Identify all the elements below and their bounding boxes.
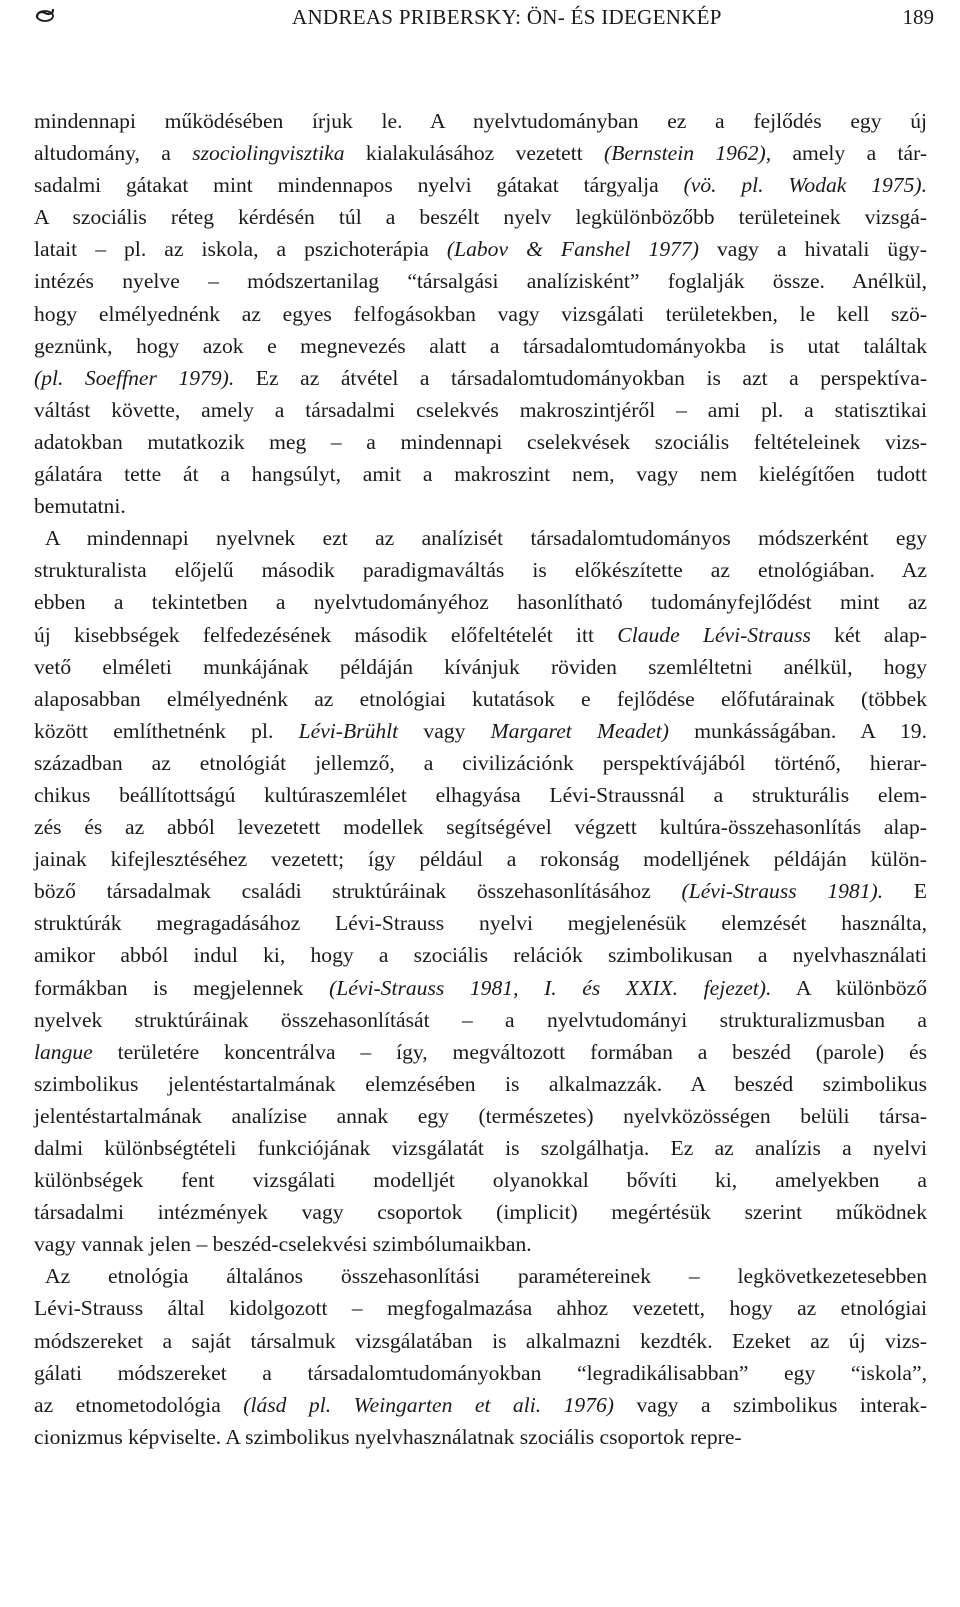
text-line bbox=[34, 265, 927, 297]
text-segment: társadalmi intézmények vagy csoportok (implicit) megértésük szerint működnek bbox=[34, 1200, 927, 1225]
text-line bbox=[34, 1004, 927, 1036]
text-segment: ebben a tekintetben a nyelvtudományéhoz hasonlítható tudományfejlődést mint az bbox=[34, 590, 927, 615]
text-segment: struktúrák megragadásához Lévi-Strauss nyelvi megjelenésük elemzését használta, bbox=[34, 911, 927, 936]
text-line bbox=[34, 715, 927, 747]
running-head: ANDREAS PRIBERSKY: ÖN- ÉS IDEGENKÉP bbox=[292, 5, 722, 29]
ornament-icon bbox=[34, 4, 56, 26]
text-line bbox=[34, 233, 927, 265]
text-line bbox=[34, 939, 927, 971]
text-line bbox=[34, 394, 927, 426]
citation: (lásd pl. Weingarten et ali. 1976) bbox=[243, 1392, 614, 1417]
text-segment: geznünk, hogy azok e megnevezés alatt a társadalomtudományokba is utat találtak bbox=[34, 333, 927, 358]
page-number: 189 bbox=[902, 5, 934, 29]
citation: (Lévi-Strauss 1981, I. és XXIX. fejezet). bbox=[329, 975, 772, 1000]
text-segment: jainak kifejlesztéséhez vezetett; így például a rokonság modelljének példáján külön- bbox=[34, 847, 927, 872]
text-line bbox=[34, 554, 927, 586]
text-line bbox=[34, 747, 927, 779]
citation: langue bbox=[34, 1039, 93, 1064]
citation: (Lévi-Strauss 1981). bbox=[681, 879, 884, 904]
text-line bbox=[34, 458, 927, 490]
citation: (pl. Soeffner 1979). bbox=[34, 365, 235, 390]
text-segment: vagy bbox=[398, 718, 491, 743]
text-segment: adatokban mutatkozik meg – a mindennapi cselekvések szociális feltételeinek vizs- bbox=[34, 429, 927, 454]
text-segment: vagy a szimbolikus interak- bbox=[614, 1392, 928, 1417]
text-segment: formákban is megjelennek bbox=[34, 975, 330, 1000]
text-line bbox=[34, 169, 927, 201]
text-line bbox=[34, 1421, 927, 1453]
text-segment: E bbox=[883, 879, 927, 904]
text-segment: új kisebbségek felfedezésének második előfeltételét itt bbox=[34, 622, 618, 647]
text-line bbox=[34, 490, 927, 522]
citation: Margaret Meadet) bbox=[490, 718, 669, 743]
text-line bbox=[34, 779, 927, 811]
text-line bbox=[34, 1100, 927, 1132]
text-segment: A különböző bbox=[771, 975, 928, 1000]
text-line bbox=[34, 683, 927, 715]
text-line bbox=[34, 843, 927, 875]
text-segment: sadalmi gátakat mint mindennapos nyelvi gátakat tárgyalja bbox=[34, 173, 684, 198]
text-segment: jelentéstartalmának analízise annak egy (természetes) nyelvközösségen belüli társa- bbox=[34, 1103, 927, 1128]
text-segment: váltást követte, amely a társadalmi cselekvés makroszintjéről – ami pl. a statisztikai bbox=[34, 397, 927, 422]
text-line bbox=[34, 1196, 927, 1228]
text-segment: Lévi-Strauss által kidolgozott – megfogalmazása ahhoz vezetett, hogy az etnológiai bbox=[34, 1296, 927, 1321]
text-segment: kialakulásához vezetett bbox=[344, 141, 605, 166]
text-segment: böző társadalmak családi struktúráinak összehasonlításához bbox=[34, 879, 682, 904]
text-segment: nyelvek struktúráinak összehasonlítását – a nyelvtudományi strukturalizmusban a bbox=[34, 1007, 927, 1032]
text-line bbox=[34, 1164, 927, 1196]
text-line bbox=[34, 1068, 927, 1100]
text-segment: cionizmus képviselte. A szimbolikus nyelvhasználatnak szociális csoportok repre- bbox=[34, 1424, 742, 1449]
text-line bbox=[34, 651, 927, 683]
text-segment: amely a tár- bbox=[771, 141, 928, 166]
citation: Claude Lévi-Strauss bbox=[617, 622, 811, 647]
text-segment: zés és az abból levezetett modellek segítségével végzett kultúra-összehasonlítás alap- bbox=[34, 815, 927, 840]
text-line bbox=[34, 137, 927, 169]
text-segment: az etnometodológia bbox=[34, 1392, 244, 1417]
paragraph bbox=[34, 522, 927, 1260]
text-segment: hogy elmélyednénk az egyes felfogásokban vagy vizsgálati területekben, le kell szö- bbox=[34, 301, 927, 326]
text-line bbox=[34, 907, 927, 939]
text-segment: gálatára tette át a hangsúlyt, amit a makroszint nem, vagy nem kielégítően tudott bbox=[34, 462, 927, 487]
text-segment: alaposabban elmélyednénk az etnológiai kutatások e fejlődése előfutárainak (többek bbox=[34, 686, 927, 711]
text-segment: Az etnológia általános összehasonlítási paramétereinek – legkövetkezetesebben bbox=[45, 1264, 927, 1289]
text-line bbox=[34, 362, 927, 394]
text-line bbox=[34, 972, 927, 1004]
text-segment: altudomány, a bbox=[34, 141, 193, 166]
text-line bbox=[34, 586, 927, 618]
text-segment: gálati módszereket a társadalomtudományokban “legradikálisabban” egy “iskola”, bbox=[34, 1360, 927, 1385]
text-segment: intézés nyelve – módszertanilag “társalgási analízisként” foglalják össze. Anélkül, bbox=[34, 269, 927, 294]
page-header bbox=[34, 4, 934, 40]
paragraph bbox=[34, 1260, 927, 1453]
text-segment: szimbolikus jelentéstartalmának elemzésében is alkalmazzák. A beszéd szimbolikus bbox=[34, 1071, 927, 1096]
text-segment: amikor abból indul ki, hogy a szociális relációk szimbolikusan a nyelvhasználati bbox=[34, 943, 927, 968]
citation: Lévi-Brühlt bbox=[298, 718, 399, 743]
citation: (Labov & Fanshel 1977) bbox=[446, 237, 699, 262]
text-line bbox=[34, 105, 927, 137]
text-line bbox=[34, 298, 927, 330]
text-segment: munkásságában. A 19. bbox=[668, 718, 927, 743]
text-line bbox=[34, 811, 927, 843]
text-segment: A mindennapi nyelvnek ezt az analízisét társadalomtudományos módszerként egy bbox=[45, 526, 927, 551]
text-segment: vagy a hivatali ügy- bbox=[698, 237, 927, 262]
text-segment: bemutatni. bbox=[34, 494, 126, 519]
text-line bbox=[34, 1357, 927, 1389]
text-line bbox=[34, 1228, 927, 1260]
text-segment: területére koncentrálva – így, megváltozott formában a beszéd (parole) és bbox=[92, 1039, 927, 1064]
text-line bbox=[34, 1325, 927, 1357]
text-line bbox=[34, 426, 927, 458]
text-line bbox=[34, 330, 927, 362]
text-line bbox=[34, 1292, 927, 1324]
text-segment: latait – pl. az iskola, a pszichoterápia bbox=[34, 237, 447, 262]
text-segment: strukturalista előjelű második paradigmaváltás is előkészítette az etnológiában. Az bbox=[34, 558, 927, 583]
text-segment: vagy vannak jelen – beszéd-cselekvési szimbólumaikban. bbox=[34, 1232, 532, 1257]
text-line bbox=[34, 619, 927, 651]
text-line bbox=[34, 1036, 927, 1068]
text-line bbox=[34, 1132, 927, 1164]
body-text bbox=[34, 105, 927, 1453]
text-segment: módszereket a saját társalmuk vizsgálatában is alkalmazni kezdték. Ezeket az új vizs- bbox=[34, 1328, 927, 1353]
text-line bbox=[34, 875, 927, 907]
text-line bbox=[34, 1260, 927, 1292]
paragraph bbox=[34, 105, 927, 522]
text-segment: dalmi különbségtételi funkciójának vizsgálatát is szolgálhatja. Ez az analízis a nyelvi bbox=[34, 1136, 927, 1160]
text-segment: mindennapi működésében írjuk le. A nyelvtudományban ez a fejlődés egy új bbox=[34, 109, 927, 133]
citation: szociolingvisztika bbox=[192, 141, 345, 166]
citation: (Bernstein 1962), bbox=[604, 141, 772, 166]
text-segment: chikus beállítottságú kultúraszemlélet elhagyása Lévi-Straussnál a strukturális elem- bbox=[34, 782, 927, 807]
text-segment: században az etnológiát jellemző, a civilizációnk perspektívájából történő, hierar- bbox=[34, 750, 927, 775]
text-segment: különbségek fent vizsgálati modelljét olyanokkal bővíti ki, amelyekben a bbox=[34, 1168, 927, 1193]
text-segment: között említhetnénk pl. bbox=[34, 718, 299, 743]
text-segment: A szociális réteg kérdésén túl a beszélt nyelv legkülönbözőbb területeinek vizsgá- bbox=[34, 205, 927, 230]
text-line bbox=[34, 522, 927, 554]
text-line bbox=[34, 1389, 927, 1421]
text-segment: vető elméleti munkájának példáján kívánjuk röviden szemléltetni anélkül, hogy bbox=[34, 654, 927, 679]
text-segment: Ez az átvétel a társadalomtudományokban is azt a perspektíva- bbox=[234, 365, 928, 390]
citation: (vö. pl. Wodak 1975). bbox=[683, 173, 927, 198]
text-segment: két alap- bbox=[810, 622, 927, 647]
text-line bbox=[34, 201, 927, 233]
